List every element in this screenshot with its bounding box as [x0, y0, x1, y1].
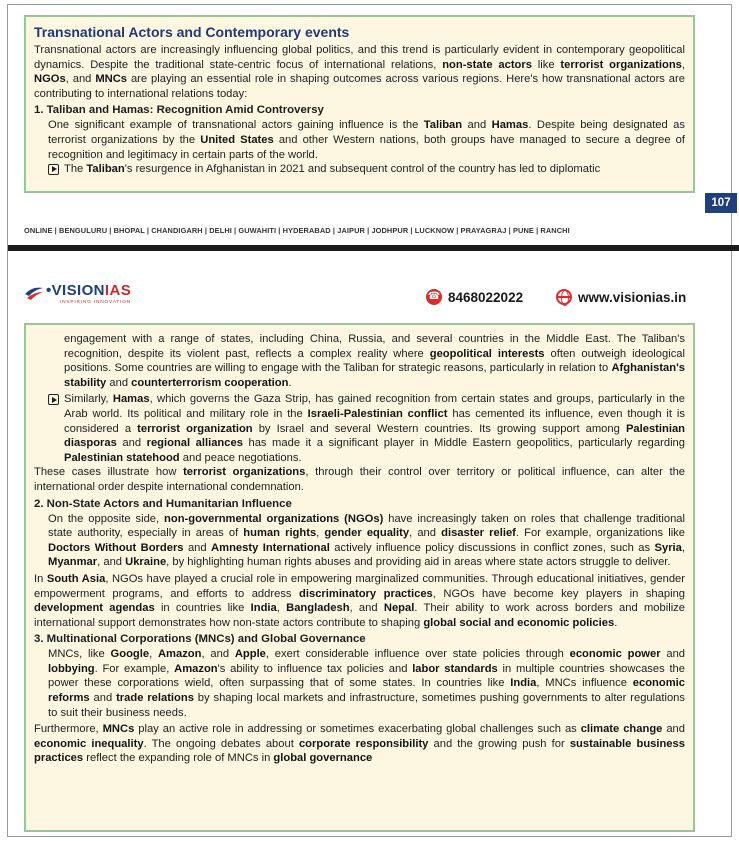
box-title: Transnational Actors and Contemporary events [34, 24, 350, 40]
logo-wordmark: •VISIONIAS [46, 282, 132, 299]
mnc-paragraph: MNCs, like Google, Amazon, and Apple, exert considerable influence over state policies through economic power and lobbying. For example, Amazon's ability to influence tax policies and labor standards in multiple countries showcases the power these corporations wield, often surpassing that of some states. In countries like India, MNCs influence economic reforms and trade relations by shaping local markets and infrastructure, sometimes pushing governments to alter regulations to suit their business needs. [48, 648, 686, 719]
globe-icon [556, 289, 572, 305]
phone-contact[interactable] [426, 287, 523, 307]
bullet-hamas: Similarly, Hamas, which governs the Gaza Strip, has gained recognition from certain states and groups, particularly in the Arab world. Its political and military role in the Israeli-Palestinian conflict has cemented its influence, even though it is considered a terrorist organization by Israel and several Western countries. Its growing support among Palestinian diasporas and regional alliances has made it a significant player in Middle Eastern geopolitics, particularly regarding Palestinian statehood and peace negotiations. [34, 392, 685, 465]
intro-paragraph: Transnational actors are increasingly influencing global politics, and this trend is particularly evident in contemporary geopolitical dynamics. Despite the traditional state-centric focus of international relations, non-state actors like terrorist organizations, NGOs, and MNCs are playing an essential role in shaping outcomes across various regions. Here's how transnational actors are contributing to international relations today: [34, 44, 685, 100]
info-box-page-2 [24, 323, 695, 832]
info-box-page-1 [24, 15, 695, 193]
pointer-icon [48, 394, 59, 405]
taliban-continuation-paragraph: engagement with a range of states, including China, Russia, and several countries in the Middle East. The Taliban's recognition, despite its violent past, reflects a complex reality where geopolitical interests often outweigh ideological positions. Some countries are willing to engage with the Taliban for strategic reasons, particularly in relation to Afghanistan's stability and counterterrorism cooperation. [64, 333, 686, 389]
bullet-taliban: The Taliban's resurgence in Afghanistan in 2021 and subsequent control of the country has led to diplomatic [34, 162, 685, 177]
pointer-icon [48, 164, 59, 175]
phone-number: 8468022022 [448, 289, 524, 305]
logo-tagline: INSPIRING INNOVATION [60, 300, 131, 305]
ngo-paragraph: On the opposite side, non-governmental organizations (NGOs) have increasingly taken on roles that challenge traditional state authority, especially in areas of human rights, gender equality, and disaster relief. For example, organizations like Doctors Without Borders and Amnesty International actively influence policy discussions in conflict zones, such as Syria, Myanmar, and Ukraine, by highlighting human rights abuses and providing aid in areas where state actors struggle to deliver. [48, 512, 686, 569]
section-heading-mncs: 3. Multinational Corporations (MNCs) and Global Governance [34, 633, 366, 646]
phone-icon [426, 289, 442, 305]
center-locations-footer: ONLINE | BENGULURU | BHOPAL | CHANDIGARH | DELHI | GUWAHITI | HYDERABAD | JAIPUR | JODHPUR | LUCKNOW | PRAYAGRAJ | PUNE | RANCHI [24, 226, 570, 235]
south-asia-paragraph: In South Asia, NGOs have played a crucial role in empowering marginalized communities. Through educational initiatives, gender empowerment programs, and efforts to address discriminatory practices, NGOs have become key players in shaping development agendas in countries like India, Bangladesh, and Nepal. Their ability to work across borders and mobilize international support demonstrates how non-state actors contribute to shaping global social and economic policies. [34, 572, 686, 629]
page-divider [8, 245, 739, 251]
document-frame [7, 4, 732, 837]
website-url: www.visionias.in [578, 289, 687, 305]
taliban-hamas-paragraph: One significant example of transnational actors gaining influence is the Taliban and Hamas. Despite being designated as terrorist organizations by the United States and other Western nations, both groups have managed to secure a degree of recognition and legitimacy in certain parts of the world. [48, 119, 685, 161]
page-number-badge: 107 [705, 193, 737, 213]
furthermore-paragraph: Furthermore, MNCs play an active role in addressing or sometimes exacerbating global challenges such as climate change and economic inequality. The ongoing debates about corporate responsibility and the growing push for sustainable business practices reflect the expanding role of MNCs in global governance [34, 723, 685, 765]
section-heading-taliban-hamas: 1. Taliban and Hamas: Recognition Amid Controversy [34, 104, 324, 117]
logo-mark-icon [24, 285, 44, 301]
cases-paragraph: These cases illustrate how terrorist organizations, through their control over territory or political influence, can alter the international order despite international condemnation. [34, 466, 686, 493]
website-link[interactable] [556, 287, 686, 307]
section-heading-ngos: 2. Non-State Actors and Humanitarian Influence [34, 497, 292, 510]
